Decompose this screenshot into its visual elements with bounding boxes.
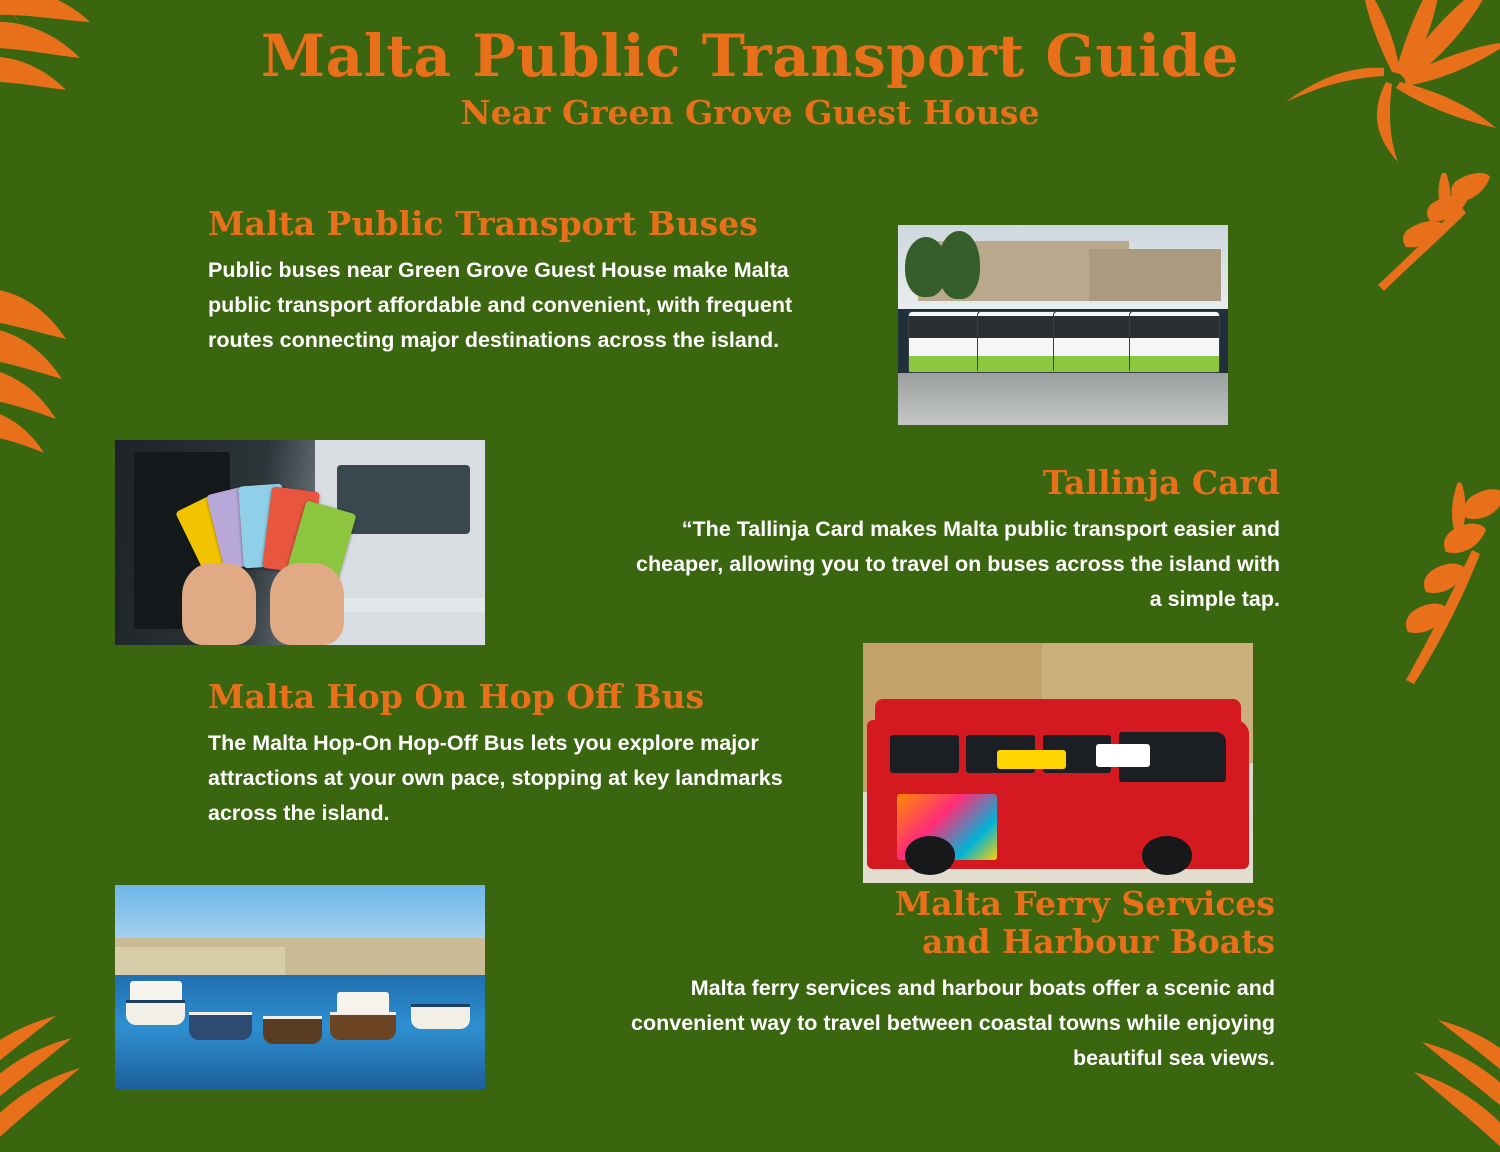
leaf-icon-left-middle — [0, 275, 124, 465]
section-body-ferry: Malta ferry services and harbour boats offer a scenic and convenient way to travel between coastal towns while enjoying beautiful sea views. — [631, 975, 1275, 1070]
section-public-transport-buses — [208, 205, 1328, 425]
section-heading-ferry-line1: Malta Ferry Services — [894, 884, 1275, 923]
boat-2 — [189, 1012, 252, 1040]
section-heading-ferry-line2: and Harbour Boats — [922, 921, 1275, 961]
hand-left — [182, 563, 256, 645]
page-header — [0, 0, 1500, 131]
boat-4 — [330, 1012, 397, 1040]
boat-3 — [263, 1016, 322, 1044]
hand-right — [270, 563, 344, 645]
page-title: Malta Public Transport Guide — [260, 22, 1240, 90]
section-hop-on-hop-off — [208, 678, 1338, 883]
section-body-tallinja: “The Tallinja Card makes Malta public transport easier and cheaper, allowing you to travel on buses across the island with a simple tap. — [636, 516, 1280, 611]
section-ferry-services — [115, 885, 1295, 1090]
section-body-hop-on-hop-off: The Malta Hop-On Hop-Off Bus lets you explore major attractions at your own pace, stopping at key landmarks across the island. — [208, 730, 783, 825]
hop-on-hop-off-logo — [1096, 744, 1150, 768]
section-body-buses: Public buses near Green Grove Guest House make Malta public transport affordable and convenient, with frequent routes connecting major destinations across the island. — [208, 257, 793, 352]
leaf-icon-right-upper — [1360, 165, 1490, 295]
section-heading-hop-on-hop-off: Malta Hop On Hop Off Bus — [208, 677, 705, 716]
boat-5 — [411, 1004, 470, 1030]
bus-depot-photo — [898, 225, 1228, 425]
leaf-icon-right-lower — [1376, 470, 1500, 690]
harbour-boats-photo — [115, 885, 485, 1090]
leaf-icon-bottom-right — [1348, 1002, 1500, 1152]
page-subtitle: Near Green Grove Guest House — [460, 92, 1040, 132]
tallinja-cards-photo — [115, 440, 485, 645]
section-heading-buses: Malta Public Transport Buses — [208, 204, 758, 243]
boat-1 — [126, 1000, 185, 1026]
section-tallinja-card — [115, 440, 1295, 645]
city-sightseeing-logo — [997, 750, 1066, 769]
hop-on-hop-off-bus-photo — [863, 643, 1253, 883]
section-heading-tallinja: Tallinja Card — [1042, 463, 1280, 502]
